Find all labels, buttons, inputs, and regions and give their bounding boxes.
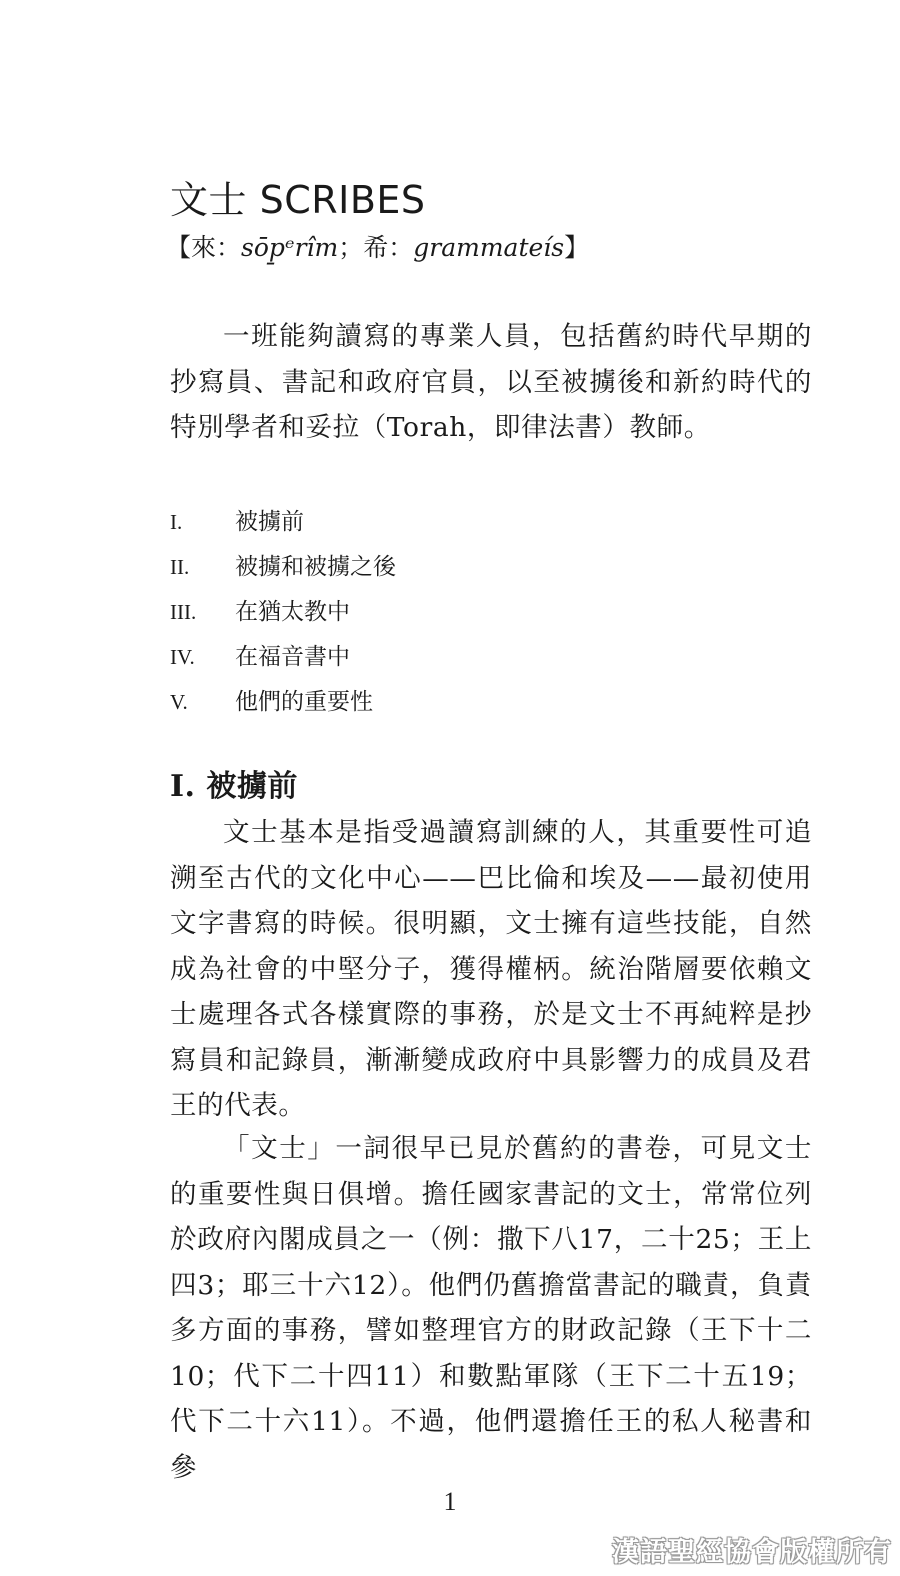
greek-term: grammateís [413, 233, 565, 262]
etymology-open-bracket: 【 [166, 233, 192, 262]
outline-label: 被擄和被擄之後 [235, 554, 396, 580]
outline-number: III. [170, 600, 197, 624]
greek-label: 希： [363, 233, 414, 262]
definition-paragraph: 一班能夠讀寫的專業人員，包括舊約時代早期的抄寫員、書記和政府官員，以至被擄後和新約時代的特別學者和妥拉（Torah，即律法書）教師。 [170, 321, 812, 443]
entry-title: 文士 SCRIBES [170, 178, 426, 222]
etymology-close-bracket: 】 [564, 233, 590, 262]
copyright-watermark: 漢語聖經協會版權所有 [612, 1537, 892, 1568]
section-heading: I. 被擄前 [170, 769, 298, 804]
outline-label: 他們的重要性 [235, 689, 373, 715]
hebrew-label: 來： [191, 233, 242, 262]
outline-list [170, 500, 396, 725]
outline-number: V. [170, 690, 188, 714]
outline-number: II. [170, 555, 190, 579]
outline-label: 被擄前 [235, 509, 304, 535]
outline-item [170, 590, 396, 635]
etymology-separator: ； [338, 233, 364, 262]
page-number: 1 [443, 1487, 457, 1516]
etymology-line [166, 228, 589, 268]
outline-number: I. [170, 510, 183, 534]
outline-label: 在福音書中 [235, 644, 350, 670]
outline-number: IV. [170, 645, 195, 669]
outline-item [170, 680, 396, 725]
hebrew-term: sōp̱ᵉrîm [241, 233, 339, 262]
body-paragraph: 文士基本是指受過讀寫訓練的人，其重要性可追溯至古代的文化中心——巴比倫和埃及——最初使用文字書寫的時候。很明顯，文士擁有這些技能，自然成為社會的中堅分子，獲得權柄。統治階層要依賴文士處理各式各樣實際的事務，於是文士不再純粹是抄寫員和記錄員，漸漸變成政府中具影響力的成員及君王的代表。 [170, 817, 812, 1121]
outline-item [170, 545, 396, 590]
body-paragraph: 「文士」一詞很早已見於舊約的書卷，可見文士的重要性與日俱增。擔任國家書記的文士，常常位列於政府內閣成員之一（例：撒下八17，二十25；王上四3；耶三十六12）。他們仍舊擔當書記的職責，負責多方面的事務，譬如整理官方的財政記錄（王下十二10；代下二十四11）和數點軍隊（王下二十五19；代下二十六11）。不過，他們還擔任王的私人秘書和參 [170, 1133, 812, 1483]
outline-item [170, 500, 396, 545]
outline-item [170, 635, 396, 680]
outline-label: 在猶太教中 [235, 599, 350, 625]
